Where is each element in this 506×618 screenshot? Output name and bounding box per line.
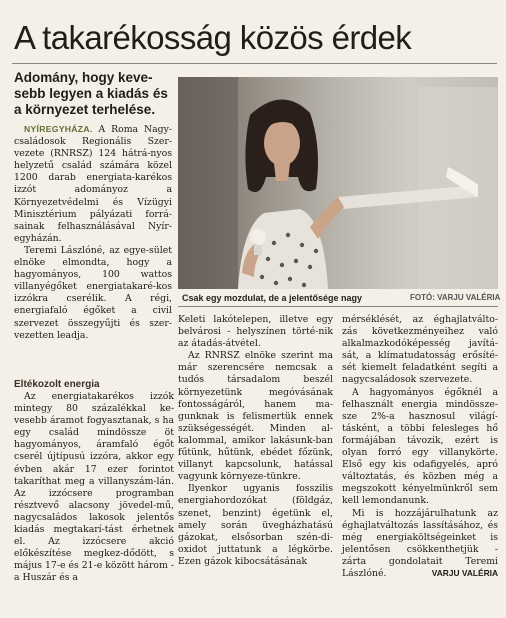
paragraph: Az RNRSZ elnöke szerint ma már szerencsére nemcsak a tudós társadalom beszél környezetünk megóvásának fontosságáról, hanem ma-gunknak is felismertük ennek szükségességét. Minden al-kalommal, amikor lakásunk-ban fűtünk, hűtünk, ebédet főzünk, villanyt kapcsolunk, hatással vagyunk környeze-tünkre. — [178, 350, 333, 483]
column-1-top — [14, 124, 172, 342]
caption-rule — [178, 306, 498, 307]
headline-rule — [12, 63, 497, 64]
headline: A takarékosság közös érdek — [14, 19, 412, 56]
column-1-bottom — [14, 374, 174, 585]
photo-credit: FOTÓ: VARJU VALÉRIA — [410, 293, 501, 302]
column-2 — [178, 314, 333, 568]
column-3 — [342, 314, 498, 580]
paragraph: Keleti lakótelepen, illetve egy belvárosi - helyszínen törté-nik az átadás-átvétel. — [178, 314, 333, 350]
paragraph: Ilyenkor ugyanis fosszilis energiahordozókat (földgáz, szenet, benzint) égetünk el, amely során üvegházhatású gázokat, elsősorban szén-di-oxidot juttatunk a légkörbe. Ezen gázok kibocsátásának — [178, 483, 333, 567]
paragraph: NYÍREGYHÁZA. A Roma Nagy-családosok Regionális Szer-vezete (RNRSZ) 124 hátrá-nyos helyzetű család számára közel 1200 darab energiata-karékos izzót adományoz a Környezetvédelmi és Vízügyi Minisztérium pályázati forrá-sainak felhasználásával Nyír-egyházán. — [14, 124, 172, 244]
paragraph: A hagyományos égőknél a felhasznált energia mindössze-sze 2%-a hasznosul világí-tásként, a többi felesleges hő formájában távozik, ezért is olyan forró egy villanykörte. Első egy kis odafigyelés, apró változtatás, és közben még a megszokott kényelmünkről sem kell lemondanunk. — [342, 386, 498, 507]
paragraph: Az energiatakarékos izzók mintegy 80 százalékkal ke-vesebb áramot fogyasztanak, s ha egy család mindössze öt hagyományos, áramfaló égőt cserél újtípusú izzóra, akkor egy évben akár 17 ezer forintot takaríthat meg a villanyszám-lán. Az izzócsere programban résztvevő alacsony jövedel-mű, nagycsaládos lakosok jelentős kiadás megtakarí-tást érhetnek el. Az izzócsere akció előkészítése megkez-dődött, s május 17-e és 21-e között három - a Huszár és a — [14, 391, 174, 584]
photo-caption: Csak egy mozdulat, de a jelentősége nagy — [182, 293, 363, 303]
paragraph: Mi is hozzájárulhatunk az éghajlatváltozás lassításához, és még energiaköltségeinket is jelentősen csökkenthetjük - zárta gondolatait Teremi Lászlóné. VARJU VALÉRIA — [342, 507, 498, 579]
article-photo — [178, 77, 498, 289]
subheading: Eltékozolt energia — [14, 379, 100, 390]
paragraph: mérséklését, az éghajlatválto-zás következményeihez való alkalmazkodóképesség javítá-sát, a klímatudatosság erősíté-sét kiemelt feladatként segíti a nagycsaládosok szervezete. — [342, 314, 498, 386]
byline: VARJU VALÉRIA — [431, 567, 498, 578]
dateline: NYÍREGYHÁZA. — [24, 124, 93, 134]
paragraph: Teremi Lászlóné, az egye-sület elnöke elmondta, hogy a hagyományos, 100 wattos villanyégőket energiatakaré-kos izzókra cserélik. A régi, energiafaló égőket a civil szervezet összegyűjti és szer-vezetten leadja. — [14, 244, 172, 341]
photo-illustration — [178, 77, 498, 289]
lead-text: Adomány, hogy keve-sebb legyen a kiadás és a környezet terhelése. — [14, 70, 168, 117]
